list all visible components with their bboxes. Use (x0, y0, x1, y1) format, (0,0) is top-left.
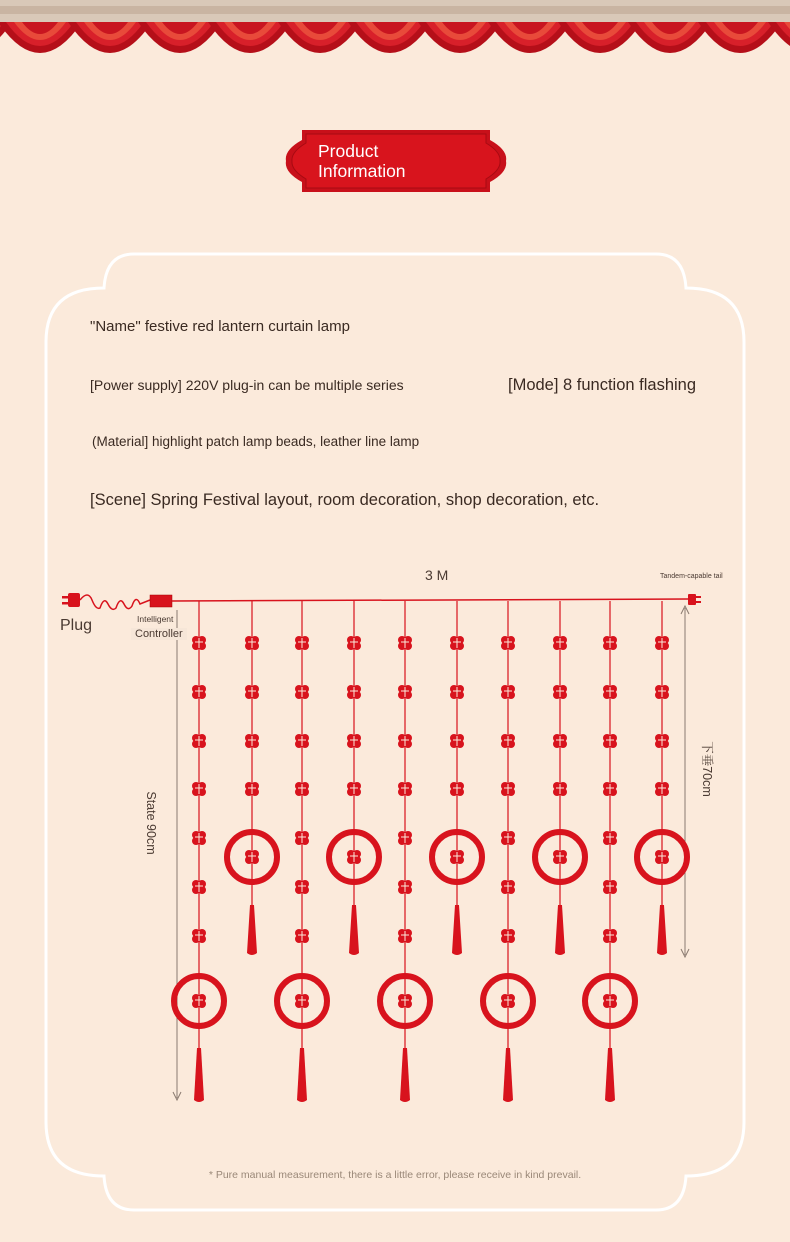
fu-blossom (295, 994, 309, 1008)
fu-blossom (501, 880, 515, 894)
fu-blossom (655, 782, 669, 796)
fu-blossom (603, 929, 617, 943)
fu-blossom (192, 734, 206, 748)
fu-blossom (192, 831, 206, 845)
fu-blossom (553, 850, 567, 864)
measurement-footnote: * Pure manual measurement, there is a little error, please receive in kind prevail. (208, 1169, 582, 1181)
page-title-line-2: Information (318, 161, 406, 181)
fu-blossom (603, 880, 617, 894)
state-height-label: State 90cm (144, 791, 158, 855)
fu-blossom (295, 734, 309, 748)
fu-blossom (553, 734, 567, 748)
plug-label: Plug (60, 617, 93, 634)
fu-blossom (192, 782, 206, 796)
fu-blossom (603, 831, 617, 845)
fu-blossom (501, 782, 515, 796)
fu-blossom (398, 782, 412, 796)
fu-blossom (295, 880, 309, 894)
lantern-tassel (503, 1048, 513, 1102)
spec-material: (Material] highlight patch lamp beads, leather line lamp (92, 434, 420, 449)
fu-blossom (501, 831, 515, 845)
fu-blossom (450, 850, 464, 864)
fu-blossom (398, 734, 412, 748)
main-wire (172, 599, 688, 601)
fu-blossom (501, 994, 515, 1008)
fu-blossom (398, 929, 412, 943)
controller-sublabel: Intelligent (137, 614, 174, 624)
section-title-badge (284, 130, 508, 192)
fu-blossom (245, 850, 259, 864)
fu-blossom (603, 636, 617, 650)
fu-blossom (398, 831, 412, 845)
fu-blossom (245, 734, 259, 748)
fu-blossom (192, 685, 206, 699)
fu-blossom (553, 782, 567, 796)
coiled-cable (80, 595, 150, 609)
fu-blossom (501, 929, 515, 943)
fu-blossom (655, 734, 669, 748)
fu-blossom (603, 994, 617, 1008)
fu-blossom (655, 685, 669, 699)
fu-blossom (450, 685, 464, 699)
fu-blossom (192, 636, 206, 650)
fu-blossom (295, 929, 309, 943)
controller-box (150, 595, 172, 607)
fu-blossom (295, 685, 309, 699)
fu-blossom (192, 880, 206, 894)
fu-blossom (245, 782, 259, 796)
curtain-lamp-diagram (0, 560, 790, 1120)
page-title-line-1: Product (318, 141, 379, 161)
lantern-tassel (657, 905, 667, 955)
fu-blossom (192, 994, 206, 1008)
lantern-tassel (605, 1048, 615, 1102)
spec-scene: [Scene] Spring Festival layout, room decoration, shop decoration, etc. (90, 491, 600, 509)
fu-blossom (398, 994, 412, 1008)
fu-blossom (347, 782, 361, 796)
fu-blossom (398, 685, 412, 699)
fu-blossom (295, 782, 309, 796)
fu-blossom (347, 850, 361, 864)
tail-connector-icon (688, 594, 701, 605)
controller-label: Controller (131, 628, 187, 640)
fu-blossom (603, 685, 617, 699)
fu-blossom (192, 929, 206, 943)
drop-height-label: 下垂70cm (700, 741, 714, 797)
fu-blossom (347, 685, 361, 699)
lantern-tassel (555, 905, 565, 955)
fu-blossom (655, 636, 669, 650)
fu-blossom (398, 636, 412, 650)
fu-blossom (347, 636, 361, 650)
fu-blossom (295, 636, 309, 650)
fu-blossom (553, 636, 567, 650)
page-title (318, 141, 438, 181)
spec-mode: [Mode] 8 function flashing (508, 376, 697, 394)
spec-power-supply: [Power supply] 220V plug-in can be multiple series (90, 377, 404, 393)
fu-blossom (603, 782, 617, 796)
fu-blossom (347, 734, 361, 748)
lantern-tassel (247, 905, 257, 955)
fu-blossom (245, 636, 259, 650)
tail-label: Tandem-capable tail (660, 573, 723, 580)
fu-blossom (501, 734, 515, 748)
spec-name: "Name" festive red lantern curtain lamp (90, 318, 350, 335)
fu-blossom (295, 831, 309, 845)
lantern-tassel (400, 1048, 410, 1102)
lantern-tassel (349, 905, 359, 955)
fu-blossom (450, 636, 464, 650)
lantern-tassel (452, 905, 462, 955)
fu-blossom (450, 782, 464, 796)
lantern-tassel (194, 1048, 204, 1102)
fu-blossom (553, 685, 567, 699)
scalloped-top-banner (0, 0, 790, 80)
fu-blossom (245, 685, 259, 699)
lantern-tassel (297, 1048, 307, 1102)
fu-blossom (603, 734, 617, 748)
length-label: 3 M (425, 567, 449, 583)
banner-decoration (0, 0, 790, 80)
fu-blossom (450, 734, 464, 748)
plug-icon (62, 593, 80, 607)
fu-blossom (398, 880, 412, 894)
fu-blossom (501, 685, 515, 699)
fu-blossom (655, 850, 669, 864)
fu-blossom (501, 636, 515, 650)
